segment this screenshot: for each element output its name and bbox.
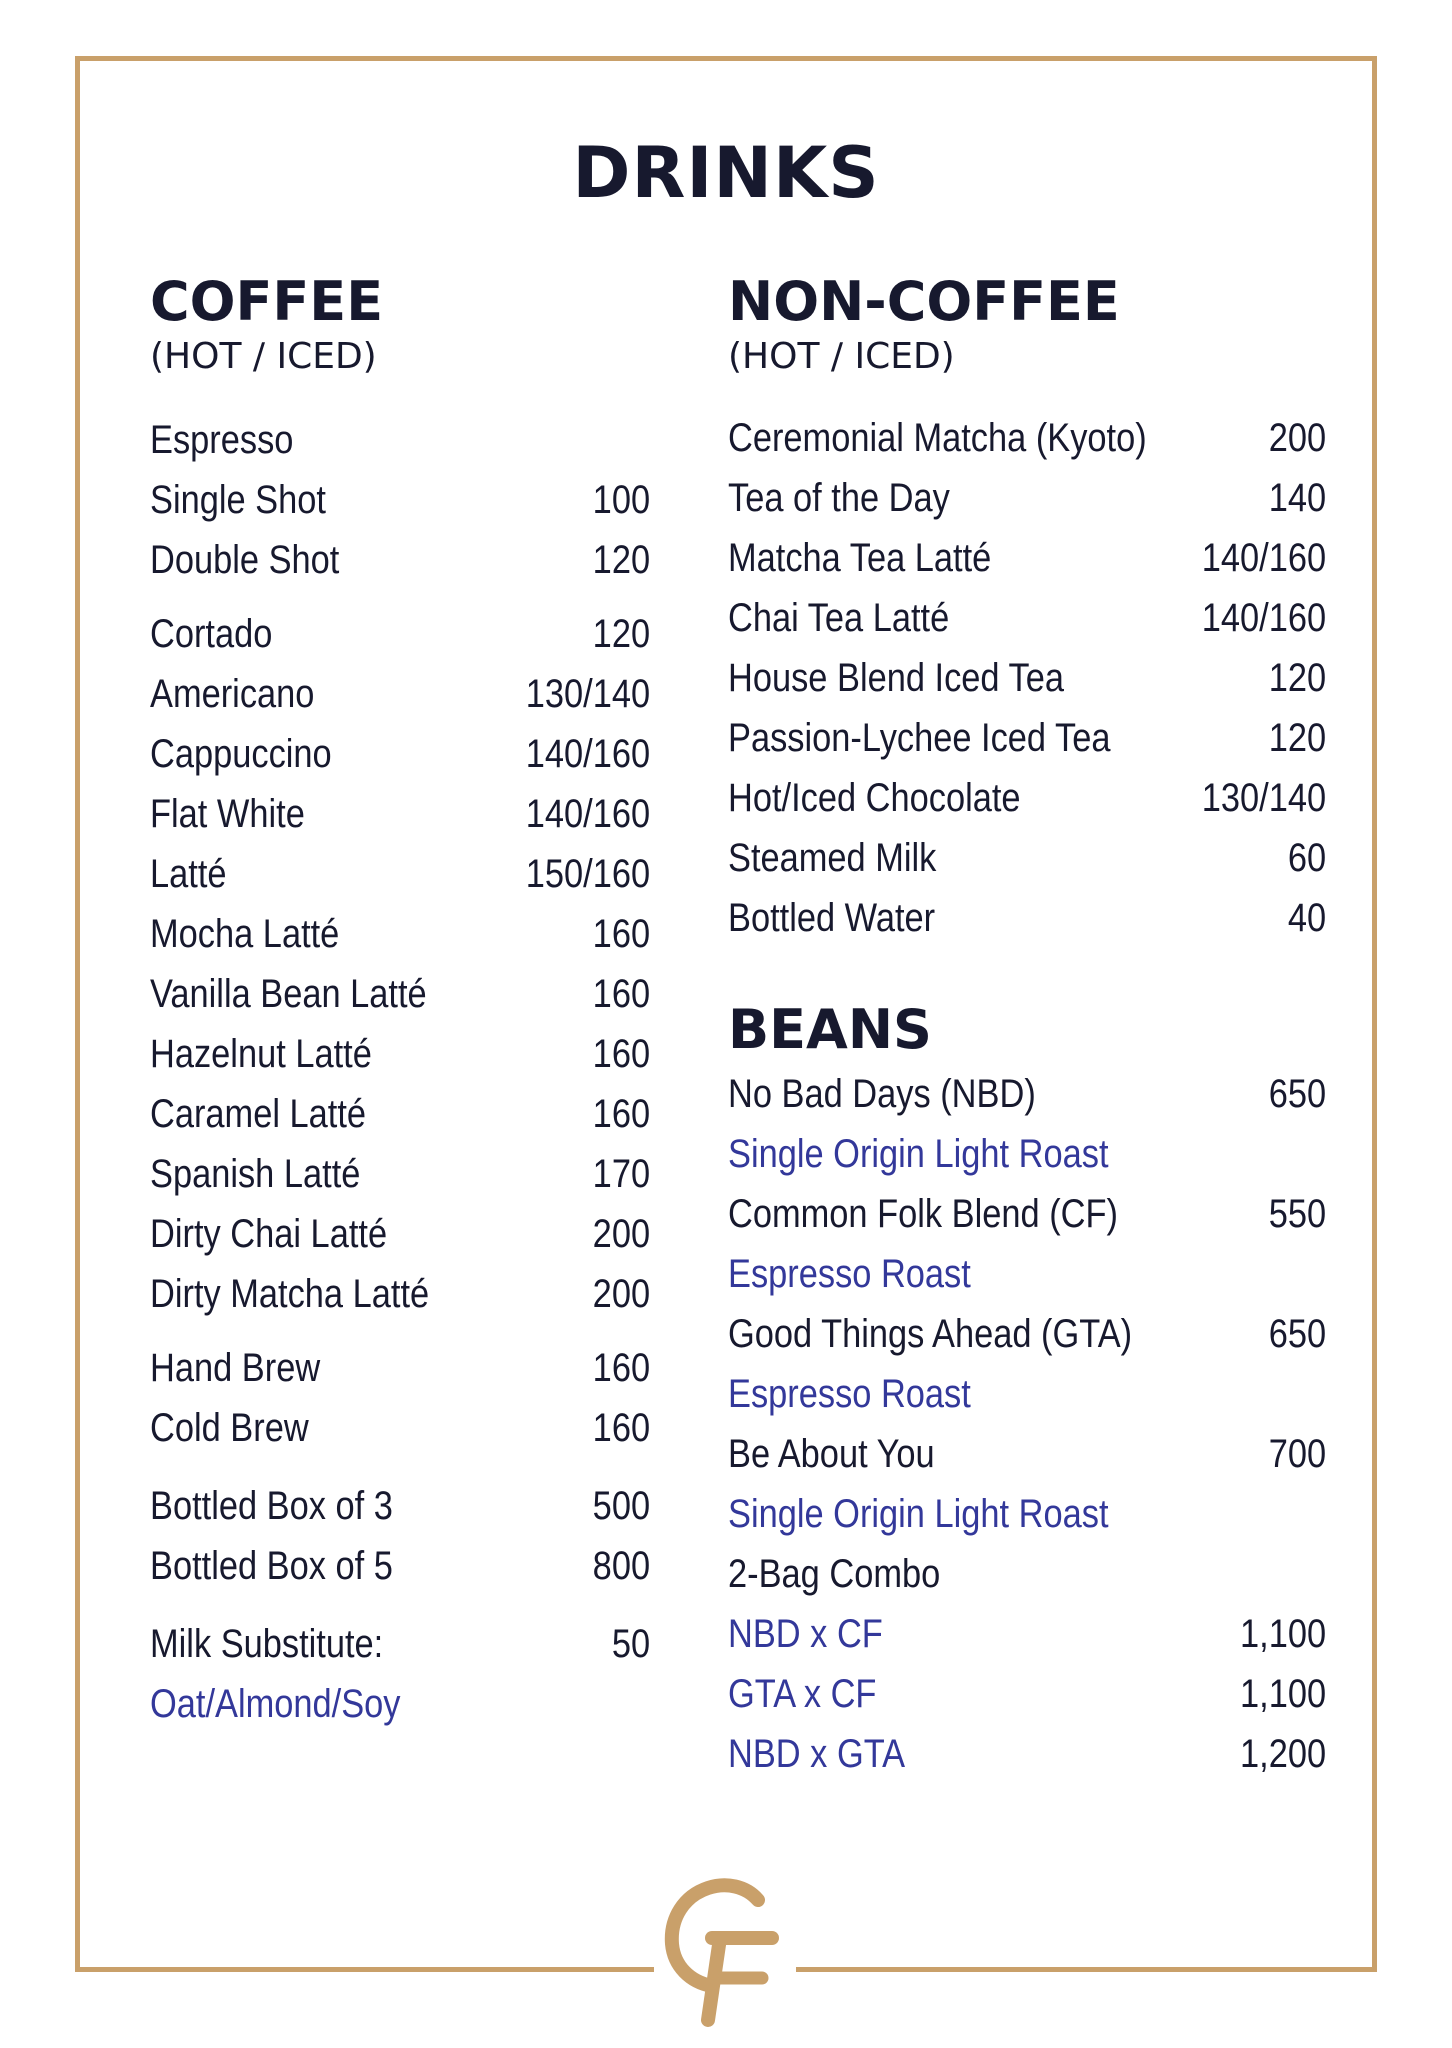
menu-title: DRINKS xyxy=(572,132,880,214)
item-name: Cold Brew xyxy=(150,1406,309,1450)
item-name: House Blend Iced Tea xyxy=(728,656,1064,700)
coffee-espresso-list xyxy=(150,418,650,598)
item-price: 140/160 xyxy=(1201,536,1327,580)
item-name: Dirty Chai Latté xyxy=(150,1212,388,1256)
item-note: Espresso Roast xyxy=(728,1372,971,1416)
item-name: Hot/Iced Chocolate xyxy=(728,776,1021,820)
menu-item xyxy=(150,1406,650,1466)
menu-item xyxy=(150,852,650,912)
item-price: 100 xyxy=(592,478,651,522)
menu-item-note xyxy=(150,1682,650,1742)
item-price: 1,200 xyxy=(1240,1732,1327,1776)
item-price: 150/160 xyxy=(525,852,651,896)
item-name: Bottled Box of 5 xyxy=(150,1544,393,1588)
menu-item xyxy=(728,776,1326,836)
milk-substitute-list xyxy=(150,1622,650,1742)
menu-item xyxy=(728,1432,1326,1492)
item-name: No Bad Days (NBD) xyxy=(728,1072,1036,1116)
combo-option xyxy=(728,1672,1326,1732)
item-name: Dirty Matcha Latté xyxy=(150,1272,430,1316)
item-price: 200 xyxy=(592,1272,651,1316)
menu-item-note xyxy=(728,1132,1326,1192)
item-name: Vanilla Bean Latté xyxy=(150,972,427,1016)
menu-item xyxy=(150,1272,650,1332)
item-price: 160 xyxy=(592,1346,651,1390)
cf-monogram-logo-icon xyxy=(660,1878,792,2028)
item-name: Mocha Latté xyxy=(150,912,340,956)
item-name: Latté xyxy=(150,852,227,896)
item-price: 140/160 xyxy=(525,792,651,836)
item-price: 140/160 xyxy=(525,732,651,776)
item-price: 160 xyxy=(592,1406,651,1450)
menu-item xyxy=(728,896,1326,956)
item-name: Double Shot xyxy=(150,538,340,582)
menu-item xyxy=(150,1152,650,1212)
menu-item xyxy=(150,478,650,538)
item-price: 800 xyxy=(592,1544,651,1588)
item-price: 500 xyxy=(592,1484,651,1528)
menu-item xyxy=(150,1092,650,1152)
menu-item xyxy=(150,612,650,672)
item-price: 650 xyxy=(1268,1072,1327,1116)
item-price: 1,100 xyxy=(1240,1612,1327,1656)
noncoffee-column xyxy=(728,270,1326,1792)
menu-item xyxy=(150,1346,650,1406)
item-price: 60 xyxy=(1287,836,1327,880)
combo-name: NBD x GTA xyxy=(728,1732,906,1776)
item-name: Tea of the Day xyxy=(728,476,950,520)
menu-item xyxy=(728,596,1326,656)
combo-name: GTA x CF xyxy=(728,1672,877,1716)
item-name: Bottled Box of 3 xyxy=(150,1484,393,1528)
menu-item xyxy=(728,476,1326,536)
menu-item xyxy=(150,1544,650,1604)
menu-item xyxy=(150,538,650,598)
item-price: 120 xyxy=(592,612,651,656)
item-price: 120 xyxy=(592,538,651,582)
item-name: Cappuccino xyxy=(150,732,332,776)
item-note: Single Origin Light Roast xyxy=(728,1132,1109,1176)
item-name: Cortado xyxy=(150,612,273,656)
menu-item xyxy=(728,1312,1326,1372)
item-name: Flat White xyxy=(150,792,305,836)
item-name: Matcha Tea Latté xyxy=(728,536,992,580)
menu-item xyxy=(728,1192,1326,1252)
menu-item-note xyxy=(728,1372,1326,1432)
coffee-bottled-list xyxy=(150,1484,650,1604)
item-price: 200 xyxy=(1268,416,1327,460)
item-name: Espresso xyxy=(150,418,294,462)
menu-item xyxy=(150,792,650,852)
menu-item xyxy=(728,716,1326,776)
item-price: 200 xyxy=(592,1212,651,1256)
menu-item-note xyxy=(728,1252,1326,1312)
item-note: Espresso Roast xyxy=(728,1252,971,1296)
item-name: Hand Brew xyxy=(150,1346,321,1390)
item-name: Hazelnut Latté xyxy=(150,1032,372,1076)
menu-item xyxy=(728,656,1326,716)
item-price: 120 xyxy=(1268,716,1327,760)
menu-item xyxy=(150,1622,650,1682)
noncoffee-heading: NON-COFFEE xyxy=(728,270,1120,333)
item-price: 550 xyxy=(1268,1192,1327,1236)
item-note: Oat/Almond/Soy xyxy=(150,1682,401,1726)
item-name: Passion-Lychee Iced Tea xyxy=(728,716,1111,760)
item-price: 650 xyxy=(1268,1312,1327,1356)
item-price: 160 xyxy=(592,912,651,956)
coffee-column xyxy=(150,270,650,1742)
menu-item xyxy=(728,536,1326,596)
beans-heading: BEANS xyxy=(728,998,932,1061)
item-price: 160 xyxy=(592,1032,651,1076)
noncoffee-list xyxy=(728,416,1326,956)
item-name: Bottled Water xyxy=(728,896,936,940)
menu-item xyxy=(150,732,650,792)
item-price: 1,100 xyxy=(1240,1672,1327,1716)
menu-item xyxy=(150,972,650,1032)
item-price: 140/160 xyxy=(1201,596,1327,640)
item-name: 2-Bag Combo xyxy=(728,1552,941,1596)
item-price: 140 xyxy=(1268,476,1327,520)
item-price: 170 xyxy=(592,1152,651,1196)
combo-option xyxy=(728,1612,1326,1672)
item-price: 160 xyxy=(592,1092,651,1136)
item-name: Common Folk Blend (CF) xyxy=(728,1192,1118,1236)
coffee-heading: COFFEE xyxy=(150,270,384,333)
item-note: Single Origin Light Roast xyxy=(728,1492,1109,1536)
item-name: Ceremonial Matcha (Kyoto) xyxy=(728,416,1147,460)
menu-item xyxy=(728,1072,1326,1132)
menu-item xyxy=(728,836,1326,896)
coffee-subheading: (HOT / ICED) xyxy=(150,336,377,377)
item-price: 160 xyxy=(592,972,651,1016)
menu-item xyxy=(150,418,650,478)
menu-item xyxy=(150,912,650,972)
menu-item-note xyxy=(728,1492,1326,1552)
item-price: 130/140 xyxy=(1201,776,1327,820)
item-price: 700 xyxy=(1268,1432,1327,1476)
item-name: Good Things Ahead (GTA) xyxy=(728,1312,1133,1356)
coffee-drinks-list xyxy=(150,612,650,1332)
item-price: 130/140 xyxy=(525,672,651,716)
combo-name: NBD x CF xyxy=(728,1612,883,1656)
item-name: Americano xyxy=(150,672,315,716)
combo-heading xyxy=(728,1552,1326,1612)
item-price: 50 xyxy=(611,1622,651,1666)
menu-item xyxy=(150,1032,650,1092)
item-name: Steamed Milk xyxy=(728,836,937,880)
menu-item xyxy=(728,416,1326,476)
noncoffee-subheading: (HOT / ICED) xyxy=(728,336,955,377)
item-price: 120 xyxy=(1268,656,1327,700)
menu-item xyxy=(150,1484,650,1544)
item-name: Spanish Latté xyxy=(150,1152,361,1196)
item-name: Milk Substitute: xyxy=(150,1622,384,1666)
item-name: Be About You xyxy=(728,1432,935,1476)
combo-option xyxy=(728,1732,1326,1792)
menu-item xyxy=(150,1212,650,1272)
item-name: Single Shot xyxy=(150,478,326,522)
item-price: 40 xyxy=(1287,896,1327,940)
item-name: Chai Tea Latté xyxy=(728,596,950,640)
coffee-brew-list xyxy=(150,1346,650,1466)
item-name: Caramel Latté xyxy=(150,1092,367,1136)
beans-list xyxy=(728,1072,1326,1792)
menu-item xyxy=(150,672,650,732)
